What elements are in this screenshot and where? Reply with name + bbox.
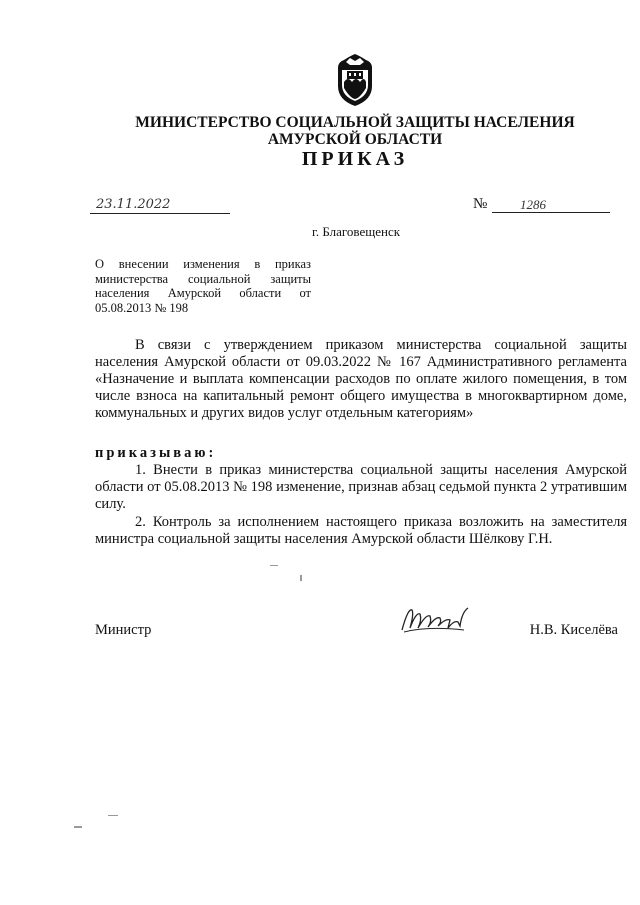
city: г. Благовещенск [312,224,401,239]
signatory-title: Министр [95,622,152,638]
order-date: 23.11.2022 [90,197,230,214]
order-item-1: 1. Внести в приказ министерства социальной защиты населения Амурской области от 05.08.2013 № 198 изменение, признав абзац седьмой пункта 2 утратившим силу. [95,462,627,512]
scan-speck [108,815,118,816]
signatory-name: Н.В. Киселёва [529,622,618,638]
handwritten-signature-icon [398,600,470,636]
scan-speck [74,826,82,828]
ministry-name-line2: АМУРСКОЙ ОБЛАСТИ [267,131,443,148]
preamble-paragraph: В связи с утверждением приказом министерства социальной защиты населения Амурской области от 09.03.2022 № 167 Административного регламента «Назначение и выплата компенсации расходов по оплате жилого помещения, в том числе взноса на капитальный ремонт общего имущества в многоквартирном доме, коммунальных и других видов услуг отдельным категориям» [95,337,627,421]
coat-of-arms-icon [330,52,380,108]
order-subject: О внесении изменения в приказ министерства социальной защиты населения Амурской области от 05.08.2013 № 198 [95,257,311,315]
order-item-2: 2. Контроль за исполнением настоящего приказа возложить на заместителя министра социальной защиты населения Амурской области Шёлкову Г.Н. [95,514,627,547]
scan-speck [270,565,278,566]
order-number-label: № [473,196,488,212]
order-number: 1286 [492,197,610,213]
scan-speck [300,575,302,581]
document-title: ПРИКАЗ [301,148,409,170]
ministry-name-line1: МИНИСТЕРСТВО СОЦИАЛЬНОЙ ЗАЩИТЫ НАСЕЛЕНИЯ [135,114,575,131]
orders-word: приказываю: [95,445,217,461]
